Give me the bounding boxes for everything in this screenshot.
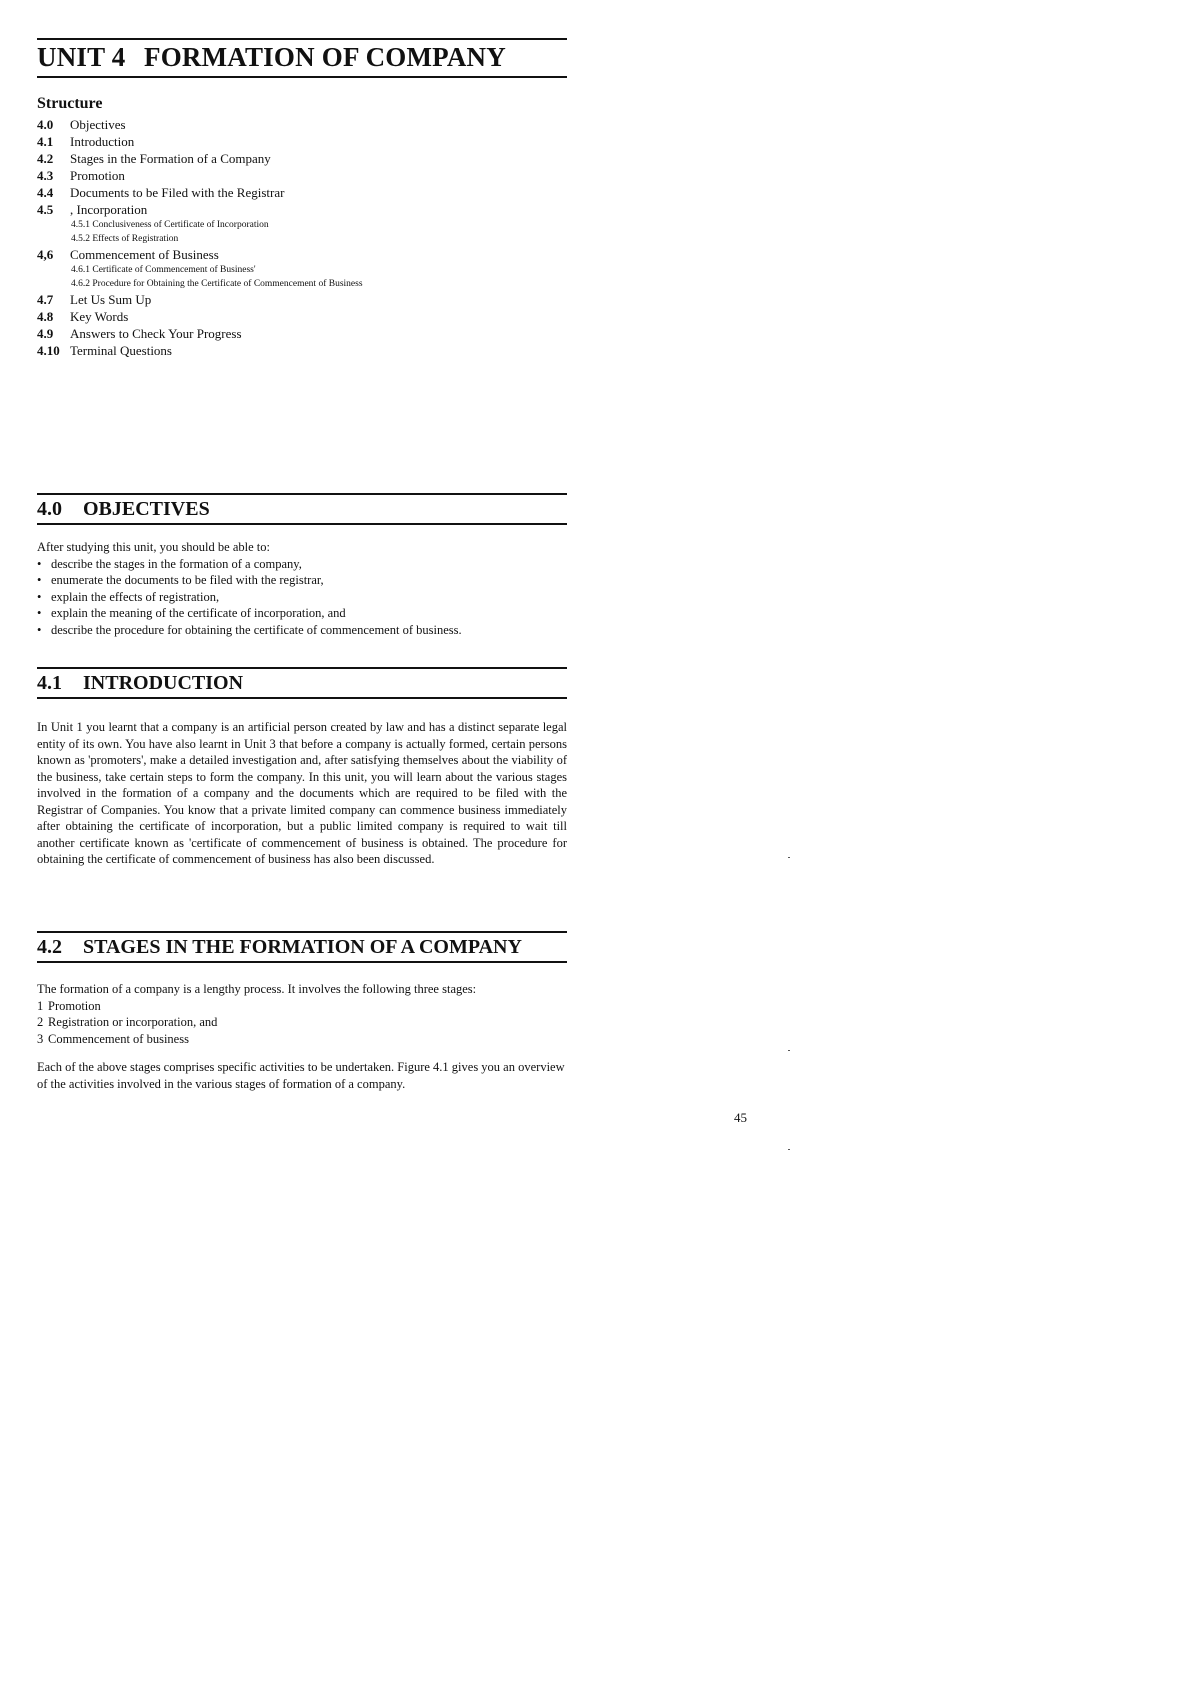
section-introduction <box>37 667 567 868</box>
toc-item-label: Stages in the Formation of a Company <box>70 151 271 166</box>
stages-intro: The formation of a company is a lengthy process. It involves the following three stages: <box>37 982 477 996</box>
stage-number: 1 <box>37 998 44 1013</box>
scan-speck <box>788 1050 790 1051</box>
toc-item-number: 4.7 <box>37 292 54 307</box>
section-title: STAGES IN THE FORMATION OF A COMPANY <box>83 936 522 958</box>
toc-subitem: 4.6.2 Procedure for Obtaining the Certificate of Commencement of Business <box>71 279 363 289</box>
objectives-list <box>37 556 567 639</box>
toc-item-number: 4.5 <box>37 202 54 217</box>
toc-subitem: 4.5.2 Effects of Registration <box>71 234 179 244</box>
toc-item-label: , Incorporation <box>70 202 148 217</box>
toc-item-number: 4.0 <box>37 117 54 132</box>
toc-item-label: Terminal Questions <box>70 343 172 358</box>
stage-item <box>37 1031 567 1048</box>
stage-item <box>37 1014 567 1031</box>
stage-item <box>37 998 567 1015</box>
toc-item-label: Introduction <box>70 134 135 149</box>
toc-item-label: Documents to be Filed with the Registrar <box>70 185 285 200</box>
toc-item-number: 4.8 <box>37 309 54 324</box>
section-title: INTRODUCTION <box>83 672 244 694</box>
toc-item-number: 4.4 <box>37 185 54 200</box>
toc-list <box>37 116 567 359</box>
toc-item <box>37 308 567 325</box>
scan-speck <box>788 857 790 858</box>
toc-item <box>37 116 567 133</box>
toc-item-label: Objectives <box>70 117 126 132</box>
stages-list <box>37 998 567 1048</box>
toc-item-number: 4.3 <box>37 168 54 183</box>
section-heading <box>37 667 567 699</box>
objective-bullet: • describe the stages in the formation of a company, <box>37 556 567 573</box>
scan-speck <box>788 1149 790 1150</box>
toc-item-number: 4.9 <box>37 326 54 341</box>
introduction-text: In Unit 1 you learnt that a company is an artificial person created by law and has a distinct separate legal entity of its own. You have also learnt in Unit 3 that before a company is actually formed, certain persons known as 'promoters', make a detailed investigation and, after satisfying themselves about the viability of the business, take certain steps to form the company. In this unit, you will learn about the various stages involved in the formation of a company and the documents which are required to be filed with the Registrar of Companies. You know that a private limited company can commence business immediately after obtaining the certificate of incorporation, but a public limited company is required to wait till another certificate known as 'certificate of commencement of business is obtained. The procedure for obtaining the certificate of commencement of business has also been discussed. <box>37 720 567 866</box>
toc-item <box>37 150 567 167</box>
section-heading <box>37 493 567 525</box>
structure-toc <box>37 95 567 359</box>
toc-subitem: 4.5.1 Conclusiveness of Certificate of Incorporation <box>71 220 269 230</box>
structure-heading: Structure <box>37 95 103 112</box>
section-title: OBJECTIVES <box>83 498 210 520</box>
toc-item <box>37 291 567 308</box>
toc-item <box>37 342 567 359</box>
objective-bullet: • enumerate the documents to be filed with the registrar, <box>37 572 567 589</box>
stage-number: 2 <box>37 1015 44 1029</box>
toc-item-label: Commencement of Business <box>70 247 219 262</box>
objective-bullet: • explain the meaning of the certificate of incorporation, and <box>37 605 567 622</box>
section-number: 4.1 <box>37 672 62 694</box>
unit-title-bar <box>37 38 567 78</box>
toc-item <box>37 246 567 263</box>
stage-number: 3 <box>37 1031 44 1046</box>
section-number: 4.2 <box>37 936 62 958</box>
objectives-intro: After studying this unit, you should be able to: <box>37 540 270 554</box>
toc-item-number: 4,6 <box>37 247 54 262</box>
unit-title: FORMATION OF COMPANY <box>144 42 506 72</box>
toc-item <box>37 184 567 201</box>
toc-item-label: Let Us Sum Up <box>70 292 152 307</box>
toc-item-number: 4.2 <box>37 151 54 166</box>
toc-item <box>37 201 567 218</box>
toc-item-label: Key Words <box>70 309 129 324</box>
toc-item-number: 4.10 <box>37 343 60 358</box>
toc-item-number: 4.1 <box>37 134 54 149</box>
section-heading <box>37 931 567 963</box>
toc-item <box>37 133 567 150</box>
toc-item-label: Promotion <box>70 168 125 183</box>
section-number: 4.0 <box>37 498 62 520</box>
toc-item-label: Answers to Check Your Progress <box>70 326 242 341</box>
objective-bullet: • explain the effects of registration, <box>37 589 567 606</box>
stage-label: Registration or incorporation, and <box>48 1015 218 1029</box>
objective-bullet: • describe the procedure for obtaining the certificate of commencement of business. <box>37 622 567 639</box>
section-objectives <box>37 493 567 638</box>
stage-label: Commencement of business <box>48 1031 189 1046</box>
section-stages <box>37 931 567 1092</box>
toc-item <box>37 167 567 184</box>
stages-closing: Each of the above stages comprises specific activities to be undertaken. Figure 4.1 gives you an overview of the activities involved in the various stages of formation of a company. <box>37 1060 565 1091</box>
toc-subitem: 4.6.1 Certificate of Commencement of Business' <box>71 265 256 275</box>
unit-number: UNIT 4 <box>37 42 126 72</box>
toc-item <box>37 325 567 342</box>
stage-label: Promotion <box>48 998 101 1013</box>
page-number: 45 <box>734 1110 747 1125</box>
